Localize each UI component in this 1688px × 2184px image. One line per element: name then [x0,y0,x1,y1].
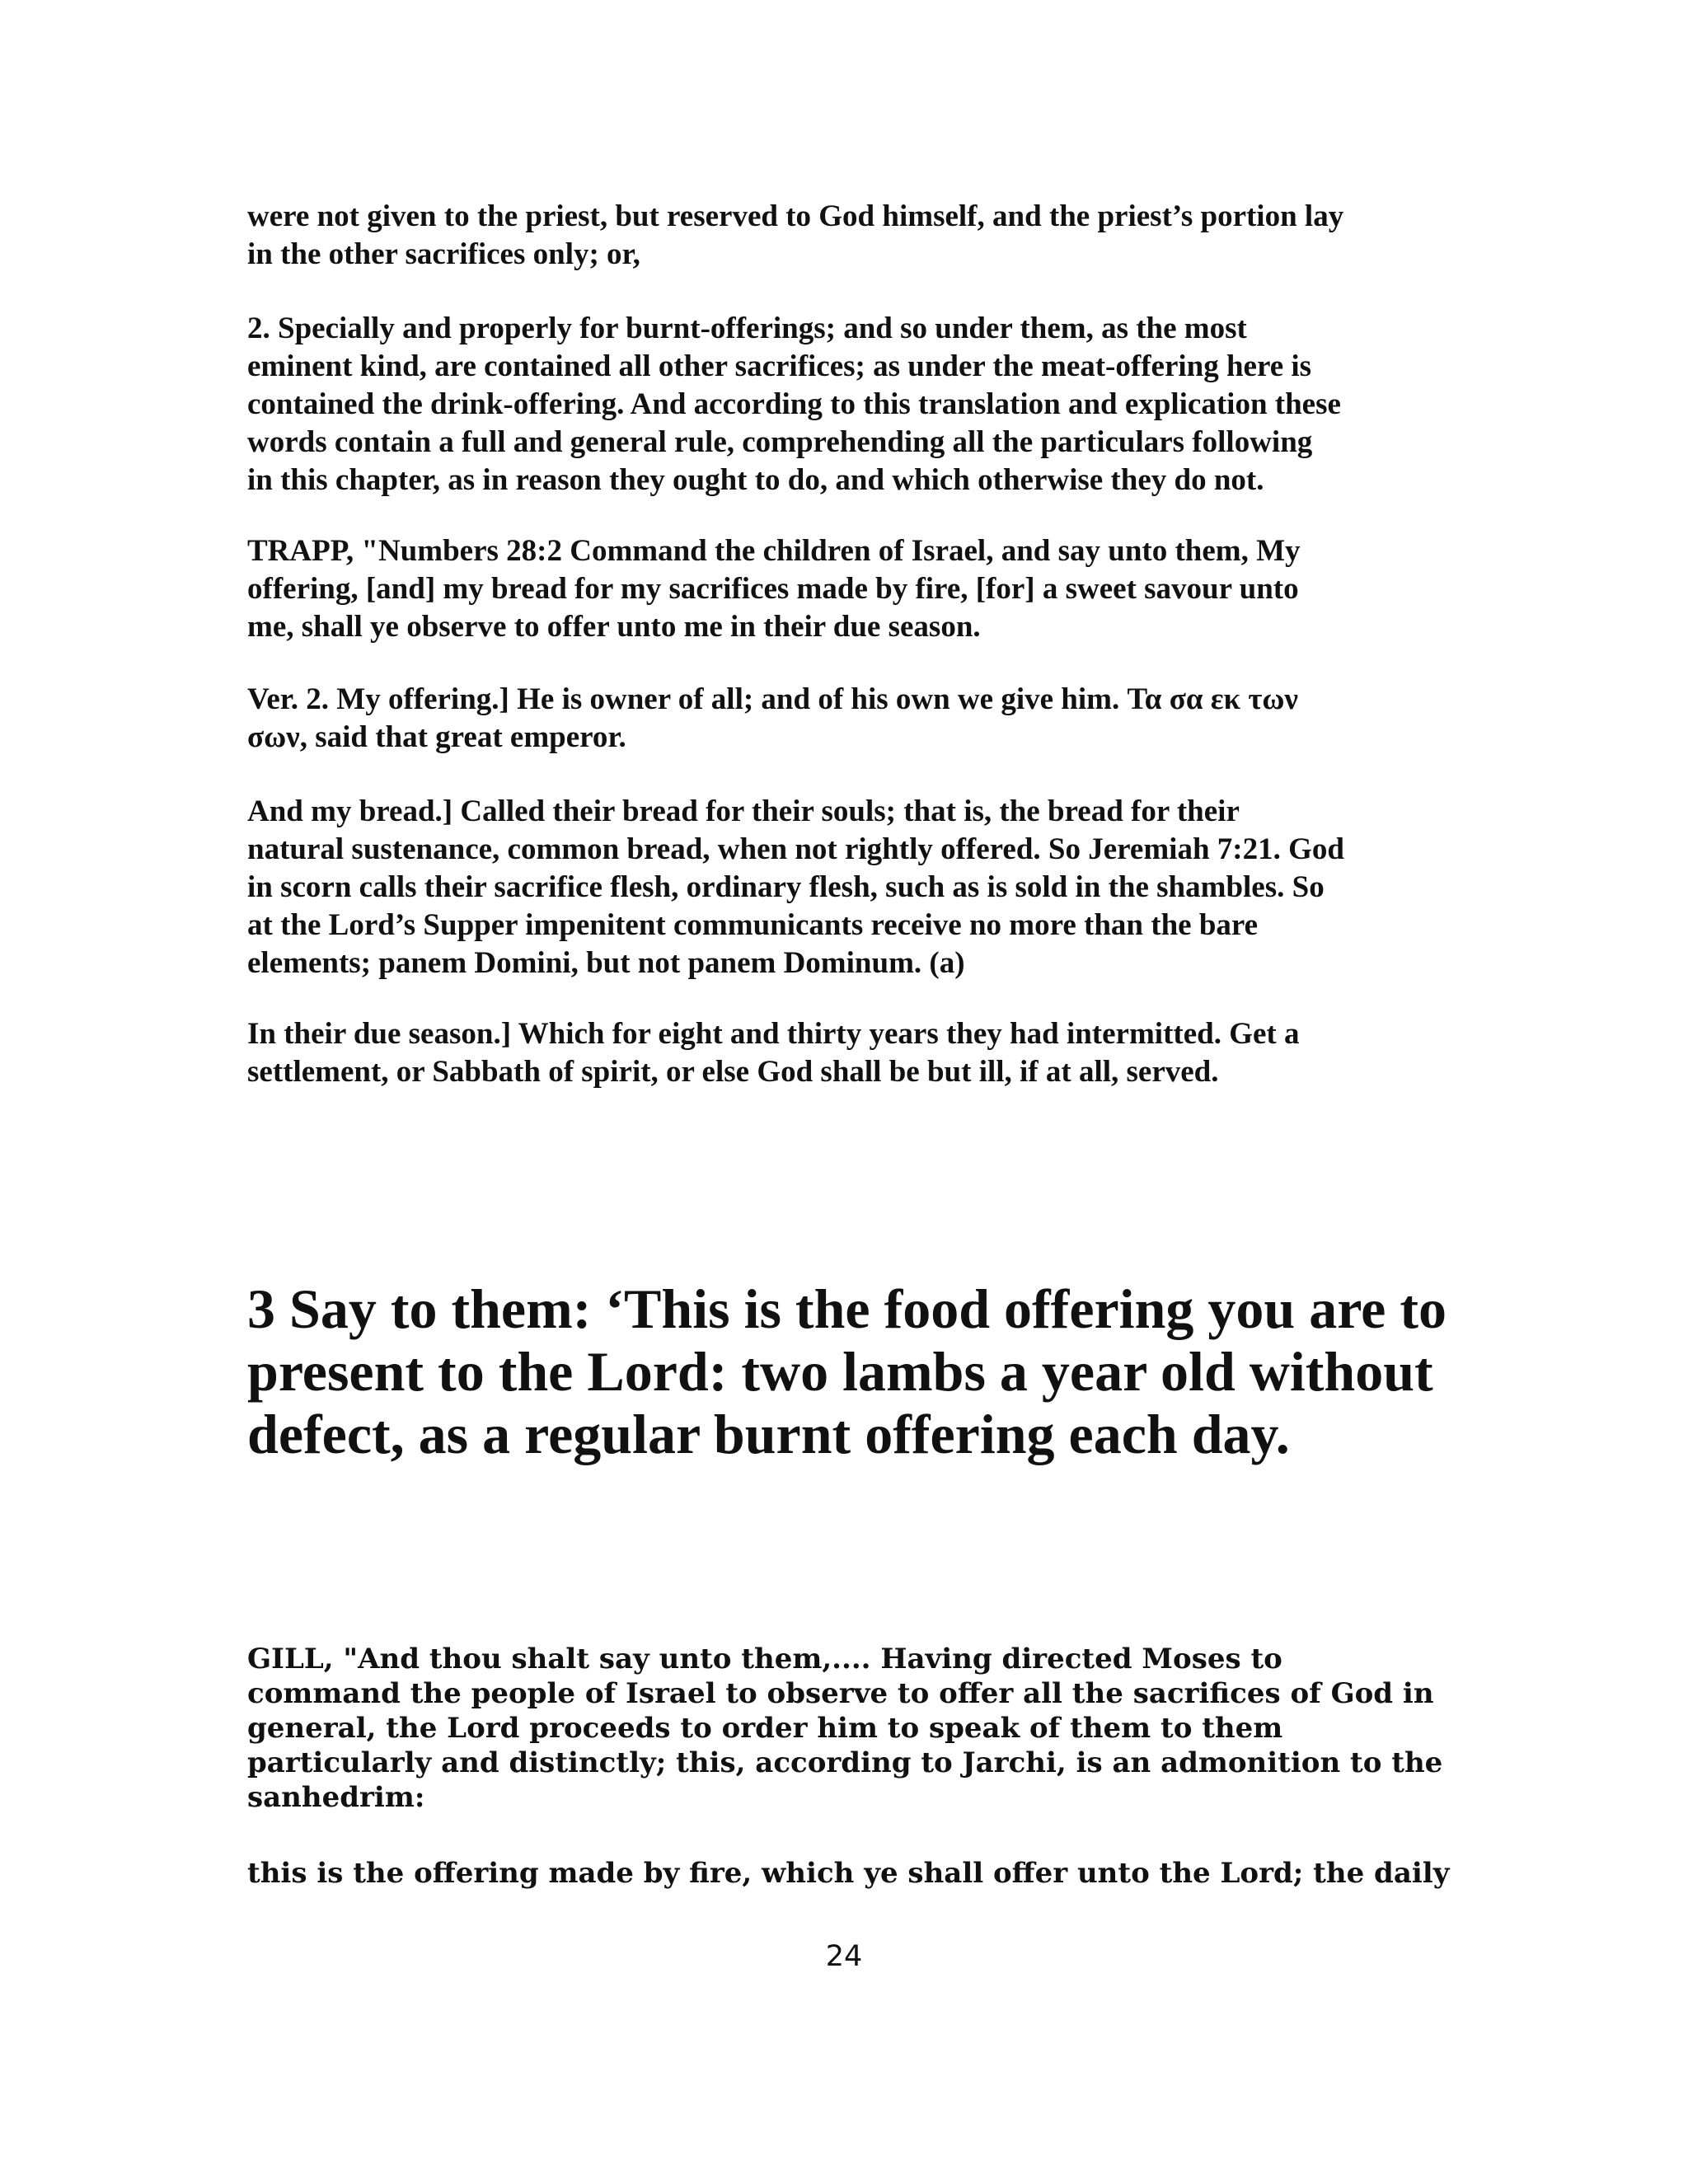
page-number: 24 [825,1940,863,1973]
commentary-paragraph-my-bread: And my bread.] Called their bread for their souls; that is, the bread for their natural sustenance, common bread, when not rightly offered. So Jeremiah 7:21. God in scorn calls their sacrifice flesh, ordinary flesh, such as is sold in the shambles. So at the Lord’s Supper impenitent communicants receive no more than the bare elements; panem Domini, but not panem Dominum. (a) [247,794,1344,980]
commentary-paragraph-burnt-offerings: 2. Specially and properly for burnt-offerings; and so under them, as the most eminent kind, are contained all other sacrifices; as under the meat-offering here is contained the drink-offering. And according to this translation and explication these words contain a full and general rule, comprehending all the particulars following in this chapter, as in reason they ought to do, and which otherwise they do not. [247,312,1341,497]
commentary-paragraph-my-offering: Ver. 2. My offering.] He is owner of all; and of his own we give him. Τα σα εκ των σων, said that great emperor. [247,682,1298,754]
trapp-commentary-heading-paragraph: TRAPP, "Numbers 28:2 Command the children of Israel, and say unto them, My offering, [and] my bread for my sacrifices made by fire, [for] a sweet savour unto me, shall ye observe to offer unto me in their due season. [247,534,1301,644]
verse-3-heading: 3 Say to them: ‘This is the food offering you are to present to the Lord: two lambs a year old without defect, as a regular burnt offering each day. [247,1277,1447,1465]
commentary-paragraph-due-season: In their due season.] Which for eight and thirty years they had intermitted. Get a settlement, or Sabbath of spirit, or else God shall be but ill, if at all, served. [247,1017,1300,1089]
gill-commentary-paragraph-daily: this is the offering made by fire, which ye shall offer unto the Lord; the daily [247,1857,1450,1890]
commentary-paragraph-priest-portion: were not given to the priest, but reserved to God himself, and the priest’s portion lay in the other sacrifices only; or, [247,199,1344,271]
gill-commentary-paragraph: GILL, "And thou shalt say unto them,.... Having directed Moses to command the people of Israel to observe to offer all the sacrifices of God in general, the Lord proceeds to order him to speak of them to them particularly and distinctly; this, according to Jarchi, is an admonition to the sanhedrim: [247,1643,1443,1814]
